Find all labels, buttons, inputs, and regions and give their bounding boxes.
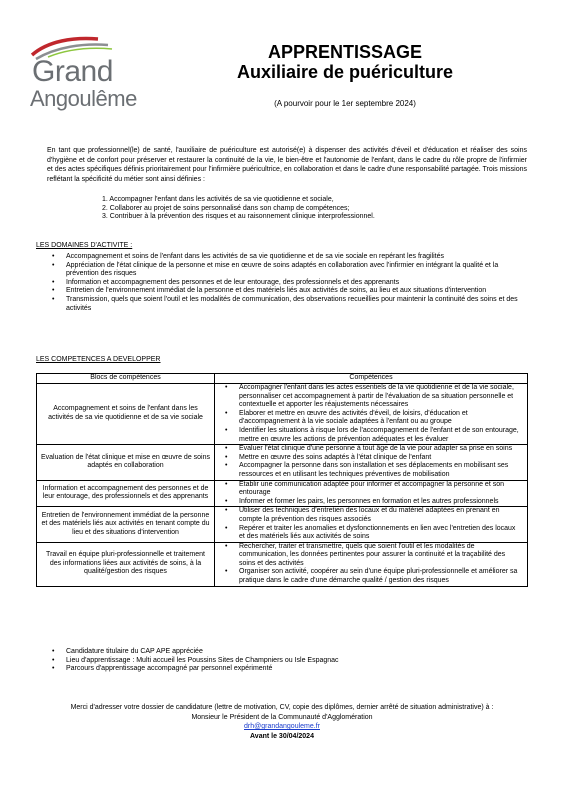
- table-row: [37, 480, 528, 507]
- grand-angouleme-logo: [20, 35, 137, 115]
- mission-item: 1. Accompagner l'enfant dans les activités de sa vie quotidienne et sociale,: [102, 196, 334, 203]
- mission-item: 2. Collaborer au projet de soins personnalisé dans son champ de compétences;: [102, 204, 350, 212]
- conditions-list: [36, 648, 526, 674]
- block-cell: Information et accompagnement des personnes et de leur entourage, des professionnels et des apprenants: [37, 480, 215, 507]
- block-cell: Accompagnement et soins de l'enfant dans les activités de sa vie quotidienne et de sa vie sociale: [37, 384, 215, 445]
- condition-item: • Parcours d'apprentissage accompagné par personnel expérimenté: [36, 665, 526, 674]
- table-row: [37, 507, 528, 542]
- skill-item: • Accompagner l'enfant dans les actes essentiels de la vie quotidienne et de la vie sociale, personnaliser cet accompagnement à partir de l'évaluation de sa situation personnelle et contextuelle et apporter les réajustements nécessaires: [215, 384, 523, 410]
- table-row: [37, 542, 528, 586]
- domaine-item: • Accompagnement et soins de l'enfant dans les activités de sa vie quotidienne et de sa vie sociale en repérant les fragilités: [36, 253, 526, 262]
- intro-paragraph: En tant que professionnel(le) de santé, l'auxiliaire de puériculture est autorisé(e) à dispenser des activités d'éveil et d'éducation et réaliser des soins d'hygiène et de confort pour préserver et restaurer la continuité de la vie, le bien-être et l'autonomie de l'enfant, dans le cadre du rôle propre de l'infirmier et des actes spécifiques définis prioritairement pour l'infirmière puéricultrice, en collaboration et dans le cadre d'une responsabilité partagée. Trois missions reflétant la spécificité du métier sont ainsi définies :: [47, 147, 527, 183]
- logo-word-angouleme: Angoulême: [30, 86, 137, 111]
- mission-item: 3. Contribuer à la prévention des risques et au raisonnement clinique interprofessionnel.: [102, 213, 375, 221]
- logo-word-grand: Grand: [32, 55, 113, 88]
- block-cell: Entretien de l'environnement immédiat de la personne et des matériels liés aux activités en tenant compte du lieu et des situations d'intervention: [37, 507, 215, 542]
- skills-cell: [215, 480, 528, 507]
- missions-list: [102, 196, 522, 222]
- block-cell: Evaluation de l'état clinique et mise en œuvre de soins adaptés en collaboration: [37, 445, 215, 480]
- availability-note: (A pourvoir pour le 1er septembre 2024): [274, 99, 416, 108]
- application-block: [36, 703, 528, 741]
- email-link[interactable]: drh@grandangouleme.fr: [244, 723, 320, 731]
- skill-item: • Evaluer l'état clinique d'une personne à tout âge de la vie pour adapter sa prise en soins: [215, 445, 523, 454]
- header-competences: Compétences: [215, 374, 528, 384]
- condition-item: • Candidature titulaire du CAP APE appréciée: [36, 648, 526, 657]
- skills-cell: [215, 445, 528, 480]
- block-cell: Travail en équipe pluri-professionnelle et traitement des informations liées aux activités de soins, à la qualité/gestion des risques: [37, 542, 215, 586]
- domaines-title: LES DOMAINES D'ACTIVITE :: [36, 242, 133, 249]
- application-instructions: Merci d'adresser votre dossier de candidature (lettre de motivation, CV, copie des diplômes, dernier arrêté de situation administrative) à :: [70, 704, 494, 711]
- skills-cell: [215, 507, 528, 542]
- competences-table: [36, 373, 528, 587]
- application-recipient: Monsieur le Président de la Communauté d'Agglomération: [191, 713, 373, 721]
- header-blocs: Blocs de compétences: [37, 374, 215, 384]
- page-title: [170, 42, 520, 82]
- skill-item: • Repérer et traiter les anomalies et dysfonctionnements en lien avec l'entretien des locaux et des matériels liés aux activités de soins: [215, 525, 523, 542]
- condition-item: • Lieu d'apprentissage : Multi accueil les Poussins Sites de Champniers ou Isle Espagnac: [36, 657, 526, 666]
- table-header-row: [37, 374, 528, 384]
- title-job: Auxiliaire de puériculture: [236, 62, 454, 82]
- table-row: [37, 384, 528, 445]
- skills-cell: [215, 542, 528, 586]
- skill-item: • Organiser son activité, coopérer au sein d'une équipe pluri-professionnelle et améliorer sa pratique dans le cadre d'une démarche qualité / gestion des risques: [215, 568, 523, 585]
- domaine-item: • Appréciation de l'état clinique de la personne et mise en œuvre de soins adaptés en collaboration avec l'infirmier en intégrant la qualité et la prévention des risques: [36, 262, 526, 279]
- domaines-list: [36, 253, 526, 313]
- skill-item: • Accompagner la personne dans son installation et ses déplacements en mobilisant ses ressources et en utilisant les techniques préventives de mobilisation: [215, 462, 523, 479]
- skills-cell: [215, 384, 528, 445]
- skill-item: • Informer et former les pairs, les personnes en formation et les autres professionnels: [215, 498, 523, 507]
- skill-item: • Identifier les situations à risque lors de l'accompagnement de l'enfant et de son entourage, mettre en œuvre les actions de prévention adéquates et les évaluer: [215, 427, 523, 444]
- skill-item: • Mettre en œuvre des soins adaptés à l'état clinique de l'enfant: [215, 454, 523, 463]
- skill-item: • Rechercher, traiter et transmettre, quels que soient l'outil et les modalités de communication, les données pertinentes pour assurer la continuité et la traçabilité des soins et des activités: [215, 543, 523, 569]
- table-row: [37, 445, 528, 480]
- domaine-item: • Transmission, quels que soient l'outil et les modalités de communication, des observations recueillies pour maintenir la continuité des soins et des activités: [36, 296, 526, 313]
- competences-title: LES COMPETENCES A DEVELOPPER: [36, 356, 161, 363]
- application-deadline: Avant le 30/04/2024: [250, 732, 314, 740]
- title-apprentissage: APPRENTISSAGE: [267, 42, 423, 62]
- domaine-item: • Information et accompagnement des personnes et de leur entourage, des professionnels et des apprenants: [36, 279, 526, 288]
- skill-item: • Utiliser des techniques d'entretien des locaux et du matériel adaptées en prenant en compte la prévention des risques associés: [215, 507, 523, 524]
- skill-item: • Elaborer et mettre en œuvre des activités d'éveil, de loisirs, d'éducation et d'accompagnement à la vie sociale adaptées à l'enfant ou au groupe: [215, 410, 523, 427]
- domaine-item: • Entretien de l'environnement immédiat de la personne et des matériels liés aux activités de soins, au lieu et aux situations d'intervention: [36, 287, 526, 296]
- skill-item: • Etablir une communication adaptée pour informer et accompagner la personne et son entourage: [215, 481, 523, 498]
